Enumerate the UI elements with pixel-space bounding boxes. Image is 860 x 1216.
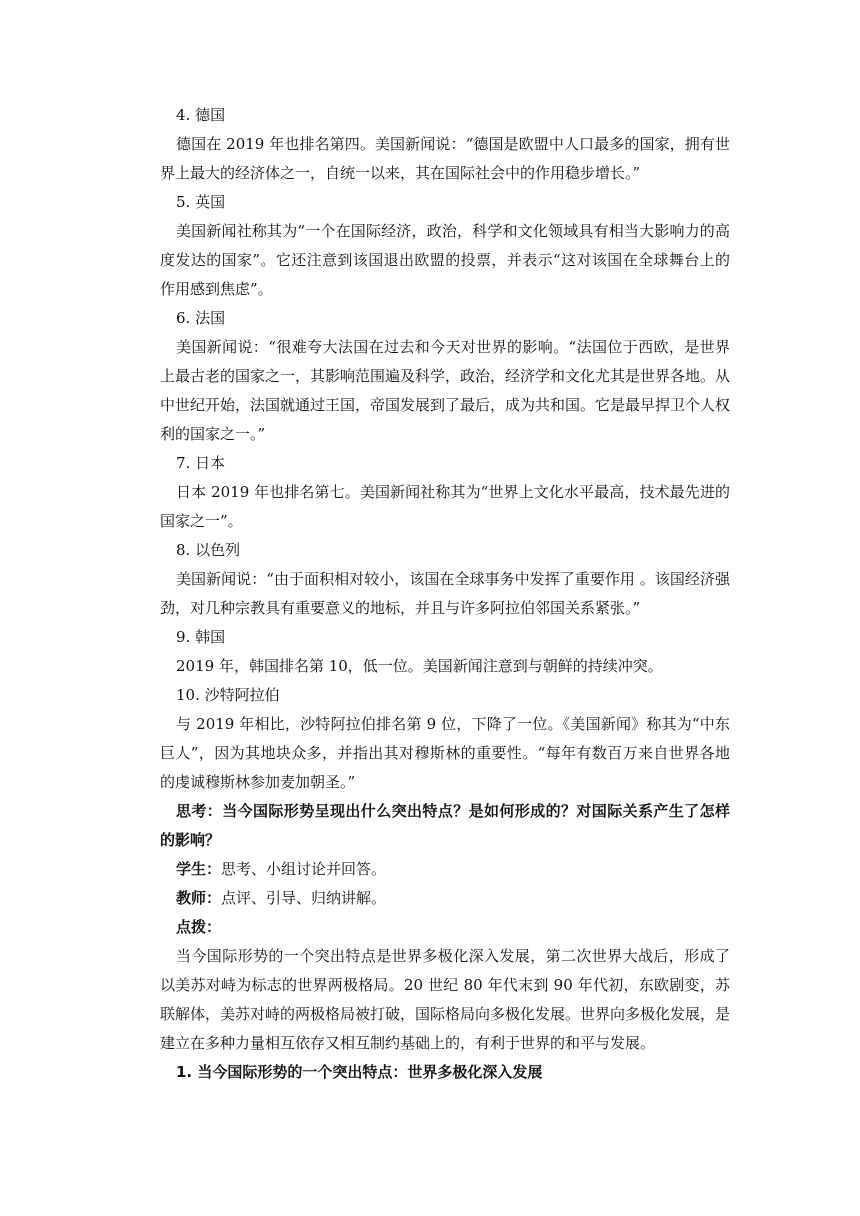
document-content <box>160 101 730 1087</box>
teacher-text: 点评、引导、归纳讲解。 <box>221 889 387 907</box>
student-line <box>160 855 730 884</box>
tip-label: 点拨： <box>176 918 222 936</box>
section-body-japan: 日本 2019 年也排名第七。美国新闻社称其为“世界上文化水平最高，技术最先进的国家之一”。 <box>160 483 730 530</box>
teacher-label: 教师： <box>176 889 222 907</box>
student-text: 思考、小组讨论并回答。 <box>221 860 387 878</box>
section-heading-uk: 5. 英国 <box>176 193 226 211</box>
section-heading-japan: 7. 日本 <box>176 454 226 472</box>
section-body-uk: 美国新闻社称其为“一个在国际经济，政治，科学和文化领域具有相当大影响力的高度发达的国家”。它还注意到该国退出欧盟的投票，并表示“这对该国在全球舞台上的作用感到焦虑”。 <box>160 222 730 298</box>
thinking-question: 思考：当今国际形势呈现出什么突出特点？是如何形成的？对国际关系产生了怎样的影响？ <box>160 802 730 849</box>
tip-text: 当今国际形势的一个突出特点是世界多极化深入发展，第二次世界大战后，形成了以美苏对峙为标志的世界两极格局。20 世纪 80 年代末到 90 年代初，东欧剧变，苏联解体，美苏对峙的两极格局被打破，国际格局向多极化发展。世界向多极化发展，是建立在多种力量相互依存又相互制约基础上的，有利于世界的和平与发展。 <box>160 947 731 1052</box>
section-heading-korea: 9. 韩国 <box>176 628 226 646</box>
final-heading: 1. 当今国际形势的一个突出特点：世界多极化深入发展 <box>176 1063 543 1081</box>
section-body-france: 美国新闻说：“很难夸大法国在过去和今天对世界的影响。“法国位于西欧，是世界上最古老的国家之一，其影响范围遍及科学，政治，经济学和文化尤其是世界各地。从中世纪开始，法国就通过王国，帝国发展到了最后，成为共和国。它是最早捍卫个人权利的国家之一。” <box>160 338 731 443</box>
section-body-israel: 美国新闻说：“由于面积相对较小，该国在全球事务中发挥了重要作用 。该国经济强劲，对几种宗教具有重要意义的地标，并且与许多阿拉伯邻国关系紧张。” <box>160 570 730 617</box>
section-body-germany: 德国在 2019 年也排名第四。美国新闻说：“德国是欧盟中人口最多的国家，拥有世界上最大的经济体之一，自统一以来，其在国际社会中的作用稳步增长。” <box>160 135 730 182</box>
section-heading-france: 6. 法国 <box>176 309 226 327</box>
section-body-saudi: 与 2019 年相比，沙特阿拉伯排名第 9 位，下降了一位。《美国新闻》称其为“中东巨人”，因为其地块众多，并指出其对穆斯林的重要性。“每年有数百万来自世界各地的虔诚穆斯林参加麦加朝圣。” <box>160 715 730 791</box>
student-label: 学生： <box>176 860 222 878</box>
section-heading-israel: 8. 以色列 <box>176 541 241 559</box>
section-heading-germany: 4. 德国 <box>176 106 226 124</box>
section-heading-saudi: 10. 沙特阿拉伯 <box>176 686 280 704</box>
teacher-line <box>160 884 730 913</box>
section-body-korea: 2019 年，韩国排名第 10，低一位。美国新闻注意到与朝鲜的持续冲突。 <box>176 657 663 675</box>
